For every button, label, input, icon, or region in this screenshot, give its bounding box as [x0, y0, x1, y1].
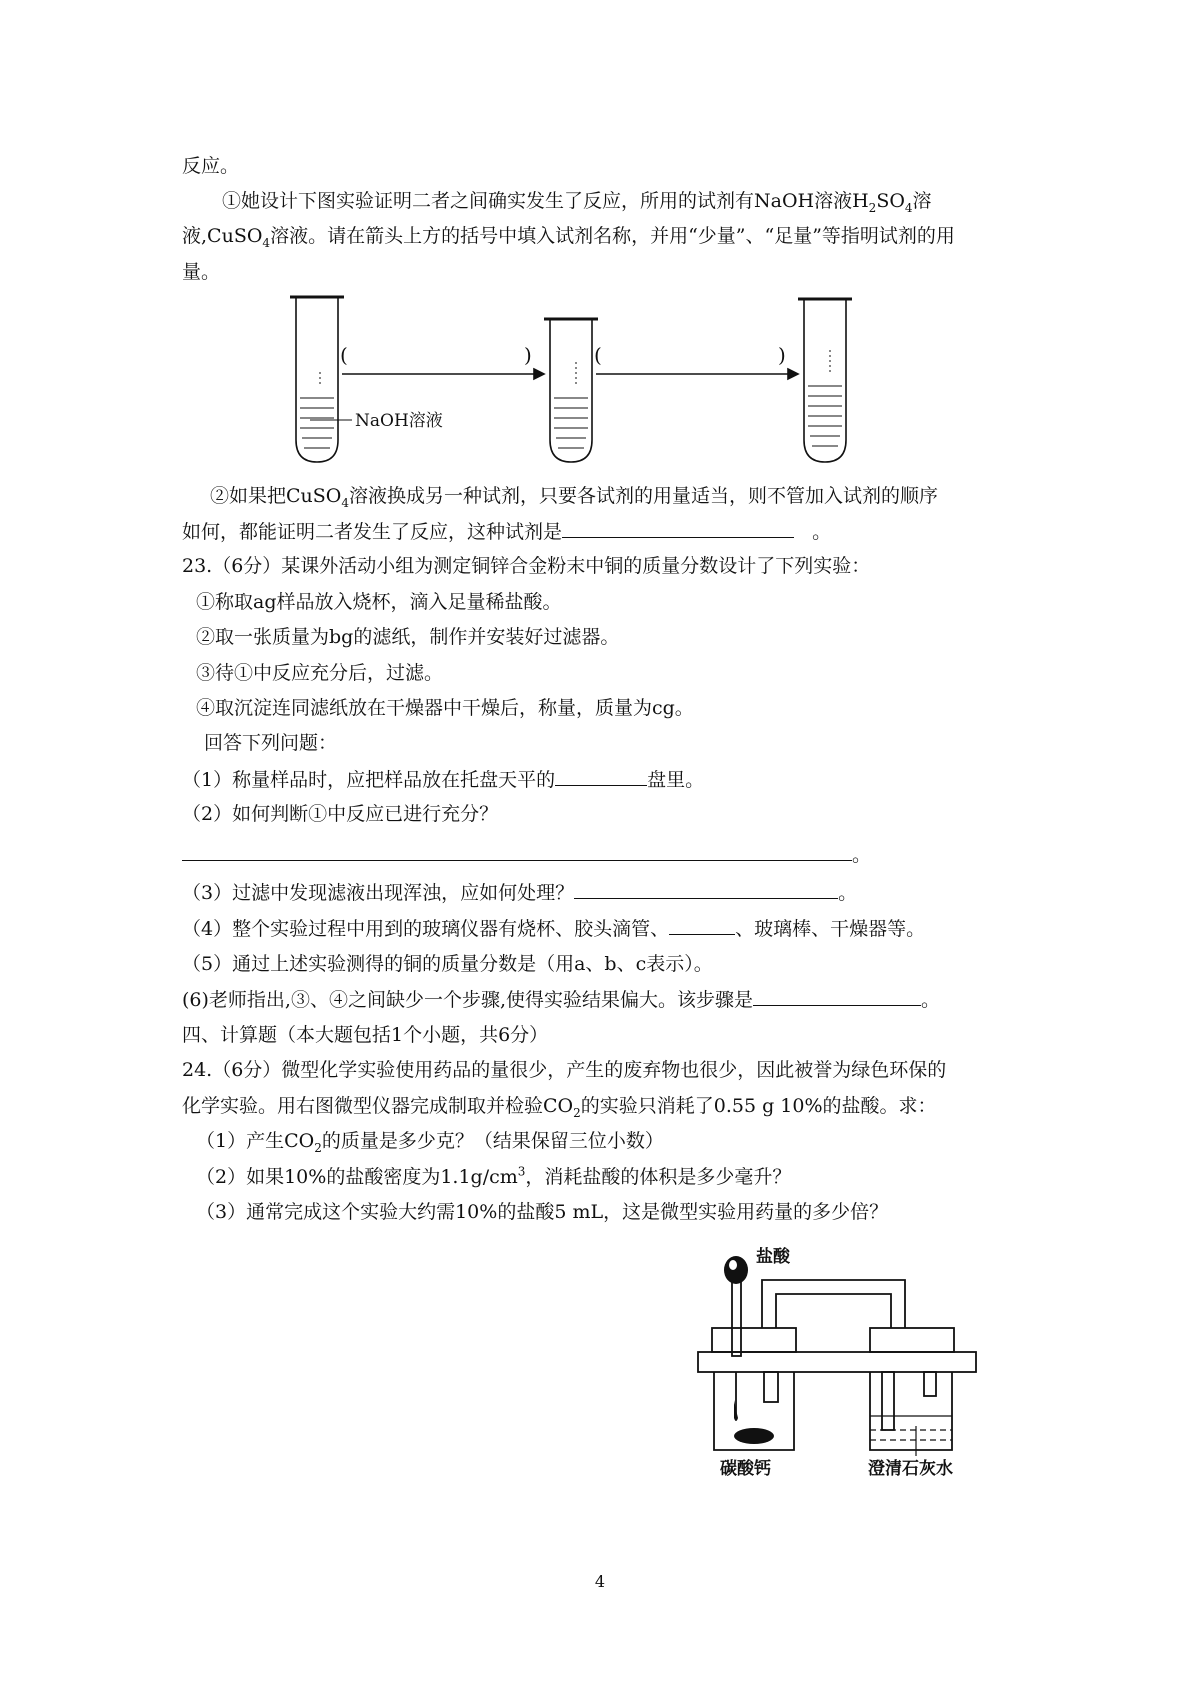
naoh-solution-label: NaOH溶液	[355, 411, 443, 431]
q23-question-2-answer: 。	[182, 840, 871, 869]
q23-question-2: （2）如何判断①中反应已进行充分？	[182, 803, 499, 825]
q23-step-1: ①称取ag样品放入烧杯，滴入足量稀盐酸。	[196, 591, 562, 613]
answer-blank-reagent[interactable]	[562, 517, 794, 538]
q23-step-4: ④取沉淀连同滤纸放在干燥器中干燥后，称量，质量为cg。	[196, 697, 694, 719]
paren-close-1: )	[524, 343, 532, 367]
q23-answer-prompt: 回答下列问题：	[204, 732, 338, 754]
answer-blank-balance-pan[interactable]	[555, 765, 647, 786]
test-tube-diagram	[280, 290, 860, 470]
test-tube-2	[550, 320, 592, 462]
support-platform	[698, 1352, 976, 1372]
q23-step-2: ②取一张质量为bg的滤纸，制作并安装好过滤器。	[196, 626, 620, 648]
page-number: 4	[594, 1572, 606, 1591]
paren-close-2: )	[778, 343, 786, 367]
q23-question-4: （4）整个实验过程中用到的玻璃仪器有烧杯、胶头滴管、 、玻璃棒、干燥器等。	[182, 914, 925, 943]
q23-step-3: ③待①中反应充分后，过滤。	[196, 662, 444, 684]
micro-apparatus-diagram	[690, 1240, 990, 1479]
calcium-carbonate-label: 碳酸钙	[720, 1459, 771, 1479]
paren-open-2: (	[594, 343, 602, 367]
connecting-tube	[762, 1280, 905, 1328]
q22-paragraph-1-line-2: 液,CuSO$_4$溶液。请在箭头上方的括号中填入试剂名称，并用“少量”、“足量”等指明试剂的用	[182, 225, 955, 250]
test-tube-3	[804, 300, 846, 462]
q24-question-1: （1）产生$CO_2$的质量是多少克？（结果保留三位小数）	[196, 1130, 664, 1155]
dropper-bulb	[724, 1256, 748, 1284]
section-4-title: 四、计算题（本大题包括1个小题，共6分）	[182, 1024, 549, 1046]
calcium-carbonate-lump	[734, 1428, 774, 1444]
limewater-label: 澄清石灰水	[868, 1459, 953, 1479]
q22-paragraph-2-line-2: 如何，都能证明二者发生了反应，这种试剂是 。	[182, 517, 831, 546]
q24-line-1: 24.（6分）微型化学实验使用药品的量很少，产生的废弃物也很少，因此被誉为绿色环保的	[182, 1059, 947, 1081]
dropper-tube	[732, 1276, 741, 1356]
q23-question-6: (6)老师指出,③、④之间缺少一个步骤,使得实验结果偏大。该步骤是 。	[182, 985, 940, 1014]
hydrochloric-acid-label: 盐酸	[756, 1247, 790, 1267]
q22-paragraph-1-line-3: 量。	[182, 261, 221, 283]
answer-blank-turbid-filtrate[interactable]	[574, 878, 838, 899]
q22-line-0: 反应。	[182, 155, 240, 177]
q23-question-3: （3）过滤中发现滤液出现浑浊，应如何处理？ 。	[182, 878, 857, 907]
answer-blank-glassware[interactable]	[669, 914, 735, 935]
answer-blank-missing-step[interactable]	[753, 985, 921, 1006]
q22-paragraph-1-line-1: ①她设计下图实验证明二者之间确实发生了反应，所用的试剂有NaOH溶液$H_2SO_4$溶	[222, 190, 932, 215]
q24-question-2: （2）如果10%的盐酸密度为$1.1g/cm^3$，消耗盐酸的体积是多少毫升？	[196, 1164, 792, 1188]
test-tube-1	[296, 298, 338, 462]
paren-open-1: (	[340, 343, 348, 367]
q24-question-3: （3）通常完成这个实验大约需10%的盐酸5 mL，这是微型实验用药量的多少倍？	[196, 1201, 889, 1223]
q24-line-2: 化学实验。用右图微型仪器完成制取并检验$CO_2$的实验只消耗了0.55 g 10%的盐酸。求：	[182, 1095, 937, 1120]
q22-paragraph-2-line-1: ②如果把CuSO$_4$溶液换成另一种试剂，只要各试剂的用量适当，则不管加入试剂的顺序	[210, 485, 939, 510]
q23-question-5: （5）通过上述实验测得的铜的质量分数是（用a、b、c表示）。	[182, 953, 713, 975]
answer-blank-reaction-complete[interactable]	[182, 840, 852, 861]
q23-question-1: （1）称量样品时，应把样品放在托盘天平的 盘里。	[182, 765, 704, 794]
q23-title: 23.（6分）某课外活动小组为测定铜锌合金粉末中铜的质量分数设计了下列实验：	[182, 555, 871, 577]
